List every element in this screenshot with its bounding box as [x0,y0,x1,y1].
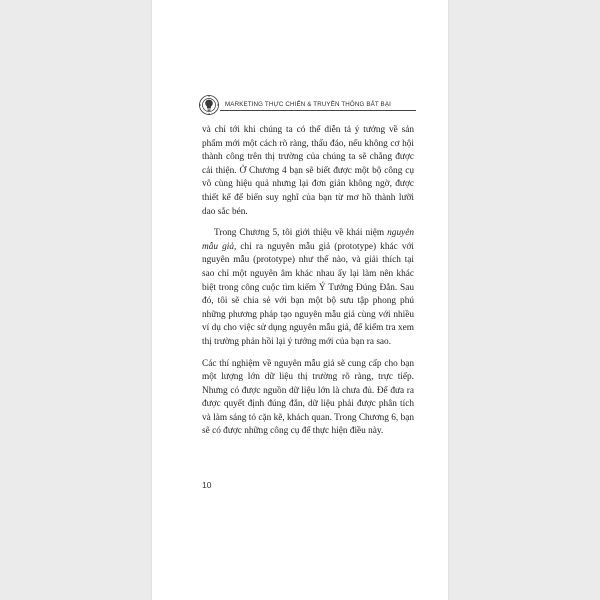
running-header [198,94,428,116]
text-segment: và chỉ tới khi chúng ta có thể diễn tả ý tưởng về sản phẩm mới một cách rõ ràng, thấu đáo, nếu không cơ hội thành công trên thị trường của chúng ta sẽ chẳng được cải thiện. Ở Chương 4 bạn sẽ biết được một bộ công cụ vô cùng hiệu quả nhưng lại đơn giản không ngờ, được thiết kế để biến suy nghĩ của bạn từ mơ hồ thành lưỡi dao sắc bén. [202,125,414,217]
text-segment: Các thí nghiệm về nguyên mẫu giả sẽ cung cấp cho bạn một lượng lớn dữ liệu thị trường rõ ràng, trực tiếp. Nhưng có được nguồn dữ liệu lớn là chưa đủ. Để đưa ra được quyết định đúng đắn, dữ liệu phải được phân tích và làm sáng tỏ cặn kẽ, khách quan. Trong Chương 6, bạn sẽ có được những công cụ để thực hiện điều này. [202,358,414,437]
page-number: 10 [202,480,212,490]
italic-term: nguyên mẫu giả [202,228,414,252]
paragraph [202,124,414,219]
text-segment: Trong Chương 5, tôi giới thiệu về khái niệm [214,228,388,239]
paragraph [202,227,414,349]
header-title: MARKETING THỰC CHIẾN & TRUYỀN THÔNG BẤT BẠI [225,101,391,108]
book-page [152,0,448,600]
lightbulb-target-icon [198,94,220,116]
text-segment: , chỉ ra nguyên mẫu giả (prototype) khác với nguyên mẫu (prototype) như thế nào, và giải thích tại sao chỉ một nguyên âm khác nhau ấy lại làm nên khác biệt trong công cuộc tìm kiếm Ý Tưởng Đúng Đắn. Sau đó, tôi sẽ chia sẻ với bạn một bộ sưu tập phong phú những phương pháp tạo nguyên mẫu giả cùng với nhiều ví dụ cho việc sử dụng nguyên mẫu giả, để kiểm tra xem thị trường phản hồi lại ý tưởng mới của bạn ra sao. [202,241,414,347]
paragraph [202,358,414,440]
header-rule [220,110,416,111]
body-text [202,124,414,447]
